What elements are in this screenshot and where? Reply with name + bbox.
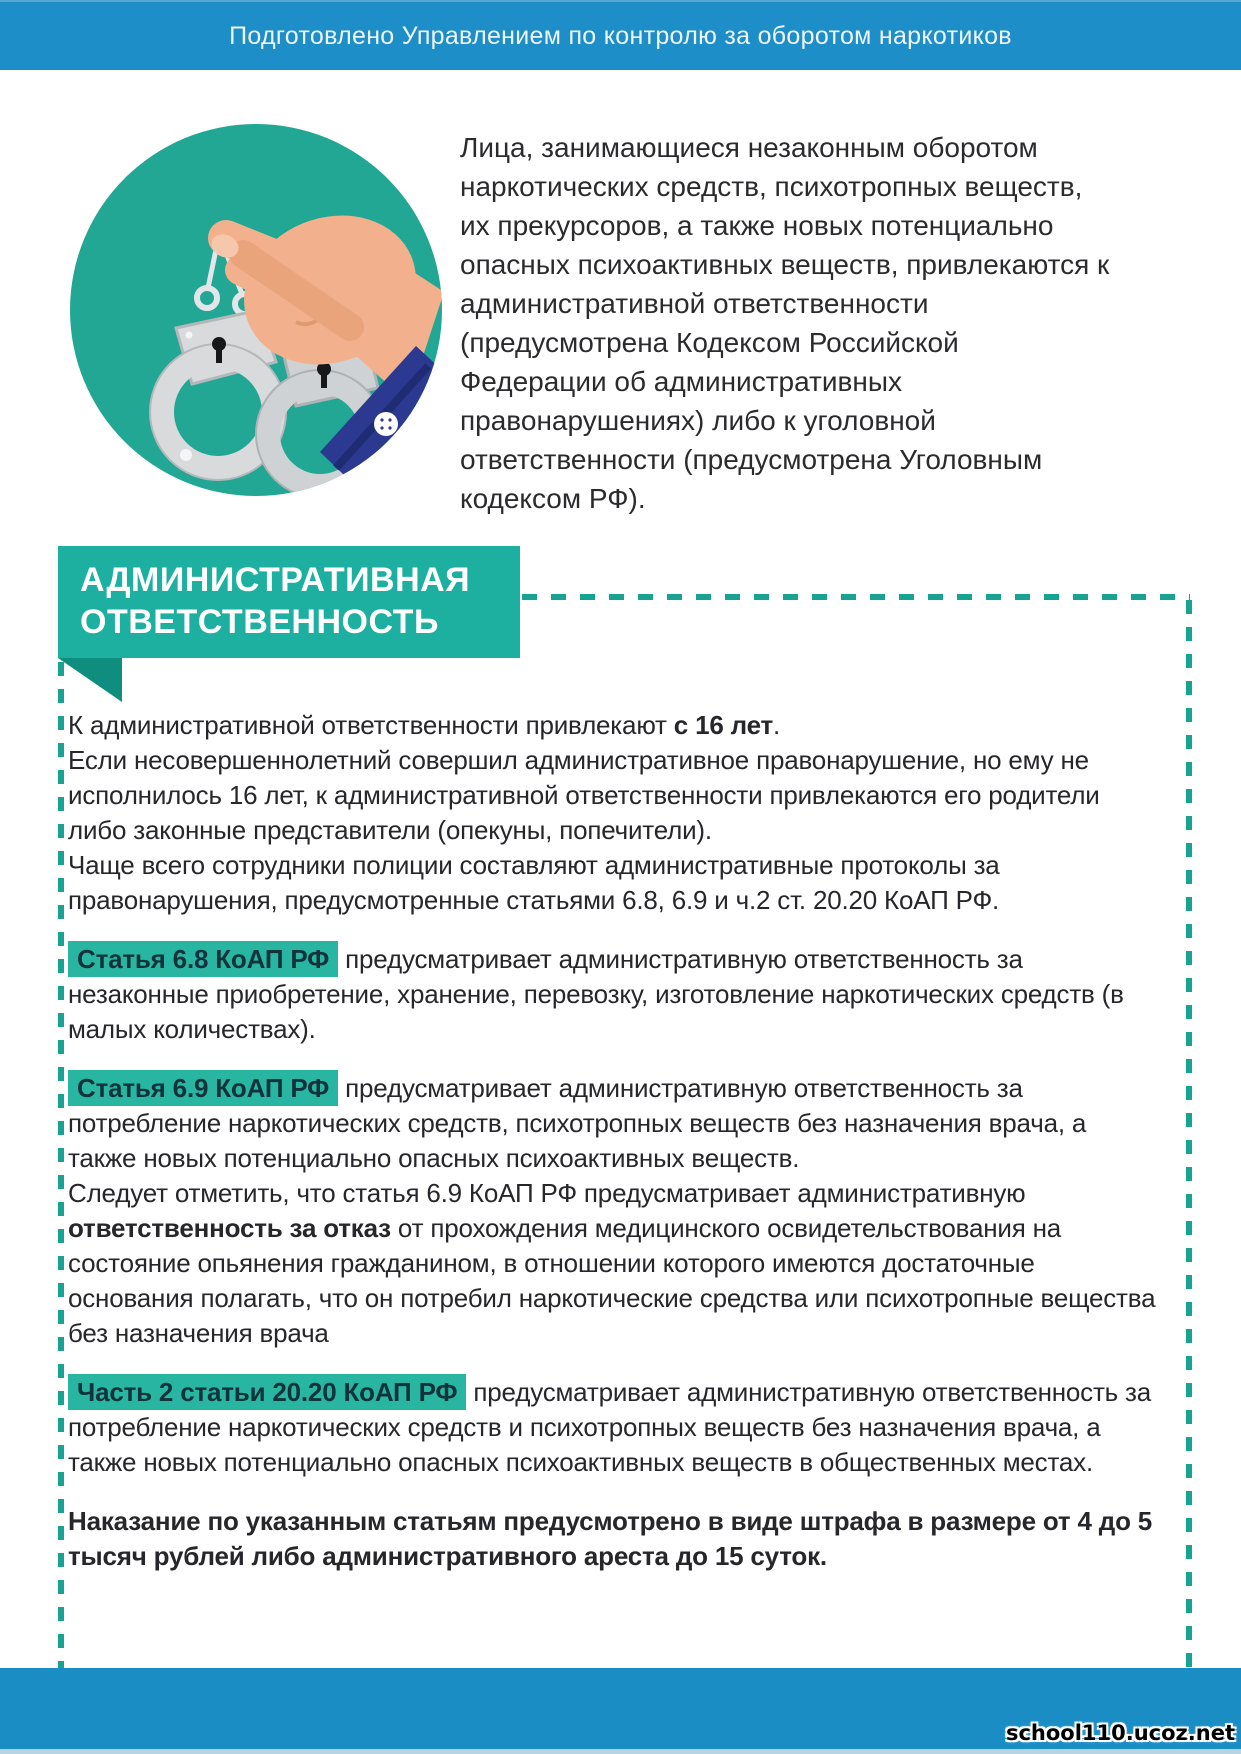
paragraph-article-6-8	[68, 942, 1160, 1047]
content-area	[68, 708, 1160, 1574]
paragraph-penalty	[68, 1504, 1160, 1574]
paragraph-minors	[68, 743, 1160, 848]
bold-text: Наказание по указанным статьям предусмотрено в виде штрафа в размере от 4 до 5 тысяч рублей либо административного ареста до 15 суток.	[68, 1506, 1153, 1571]
text-run: предусматривает административную ответственность за незаконные приобретение, хранение, перевозку, изготовление наркотических средств (в малых количествах).	[68, 944, 1124, 1044]
paragraph-article-6-9	[68, 1071, 1160, 1176]
paragraph-protocols	[68, 848, 1160, 918]
banner-text: Подготовлено Управлением по контролю за оборотом наркотиков	[229, 21, 1012, 50]
paragraph-refusal	[68, 1176, 1160, 1351]
article-ref-highlight: Статья 6.9 КоАП РФ	[68, 1070, 338, 1106]
footer-banner	[0, 1668, 1241, 1754]
section-header-line2: ОТВЕТСТВЕННОСТЬ	[80, 603, 439, 641]
text-run: Если несовершеннолетний совершил административное правонарушение, но ему не исполнилось 16 лет, к административной ответственности привлекаются его родители либо законные представители (опекуны, попечители).	[68, 745, 1100, 845]
dashed-border-right	[1186, 600, 1192, 1668]
handcuffs-illustration	[68, 122, 444, 498]
paragraph-age-16	[68, 708, 1160, 743]
footer-bottom-strip	[0, 1749, 1241, 1754]
top-banner	[0, 0, 1241, 70]
dashed-border-left	[58, 662, 64, 1668]
text-run: К административной ответственности привлекают	[68, 710, 674, 740]
bold-text: ответственность за отказ	[68, 1213, 391, 1243]
intro-paragraph: Лица, занимающиеся незаконным оборотом наркотических средств, психотропных веществ, их прекурсоров, а также новых потенциально опасных психоактивных веществ, привлекаются к административной ответственности (предусмотрена Кодексом Российской Федерации об административных правонарушениях) либо к уголовной ответственности (предусмотрена Уголовным кодексом РФ).	[460, 132, 1110, 514]
section-header-line1: АДМИНИСТРАТИВНАЯ	[80, 561, 471, 599]
text-run: предусматривает административную ответственность за потребление наркотических средств, психотропных веществ без назначения врача, а также новых потенциально опасных психоактивных веществ.	[68, 1073, 1087, 1173]
text-run: Следует отметить, что статья 6.9 КоАП РФ предусматривает административную	[68, 1178, 1026, 1208]
text-run: от прохождения медицинского освидетельствования на состояние опьянения гражданином, в отношении которого имеются достаточные основания полагать, что он потребил наркотические средства или психотропные вещества без назначения врача	[68, 1213, 1156, 1348]
text-run: .	[773, 710, 781, 740]
text-run: Чаще всего сотрудники полиции составляют административные протоколы за правонарушения, предусмотренные статьями 6.8, 6.9 и ч.2 ст. 20.20 КоАП РФ.	[68, 850, 1000, 915]
ribbon-fold	[58, 658, 122, 702]
paragraph-article-20-20	[68, 1375, 1160, 1480]
text-run: предусматривает административную ответственность за потребление наркотических средств и психотропных веществ без назначения врача, а также новых потенциально опасных психоактивных веществ в общественных местах.	[68, 1377, 1152, 1477]
article-ref-highlight: Статья 6.8 КоАП РФ	[68, 941, 338, 977]
section-header-box	[58, 546, 520, 658]
watermark-text: school110.ucoz.net	[1005, 1721, 1235, 1745]
bold-text: с 16 лет	[673, 710, 774, 740]
dashed-border-top	[522, 594, 1190, 600]
article-ref-highlight: Часть 2 статьи 20.20 КоАП РФ	[68, 1374, 466, 1410]
